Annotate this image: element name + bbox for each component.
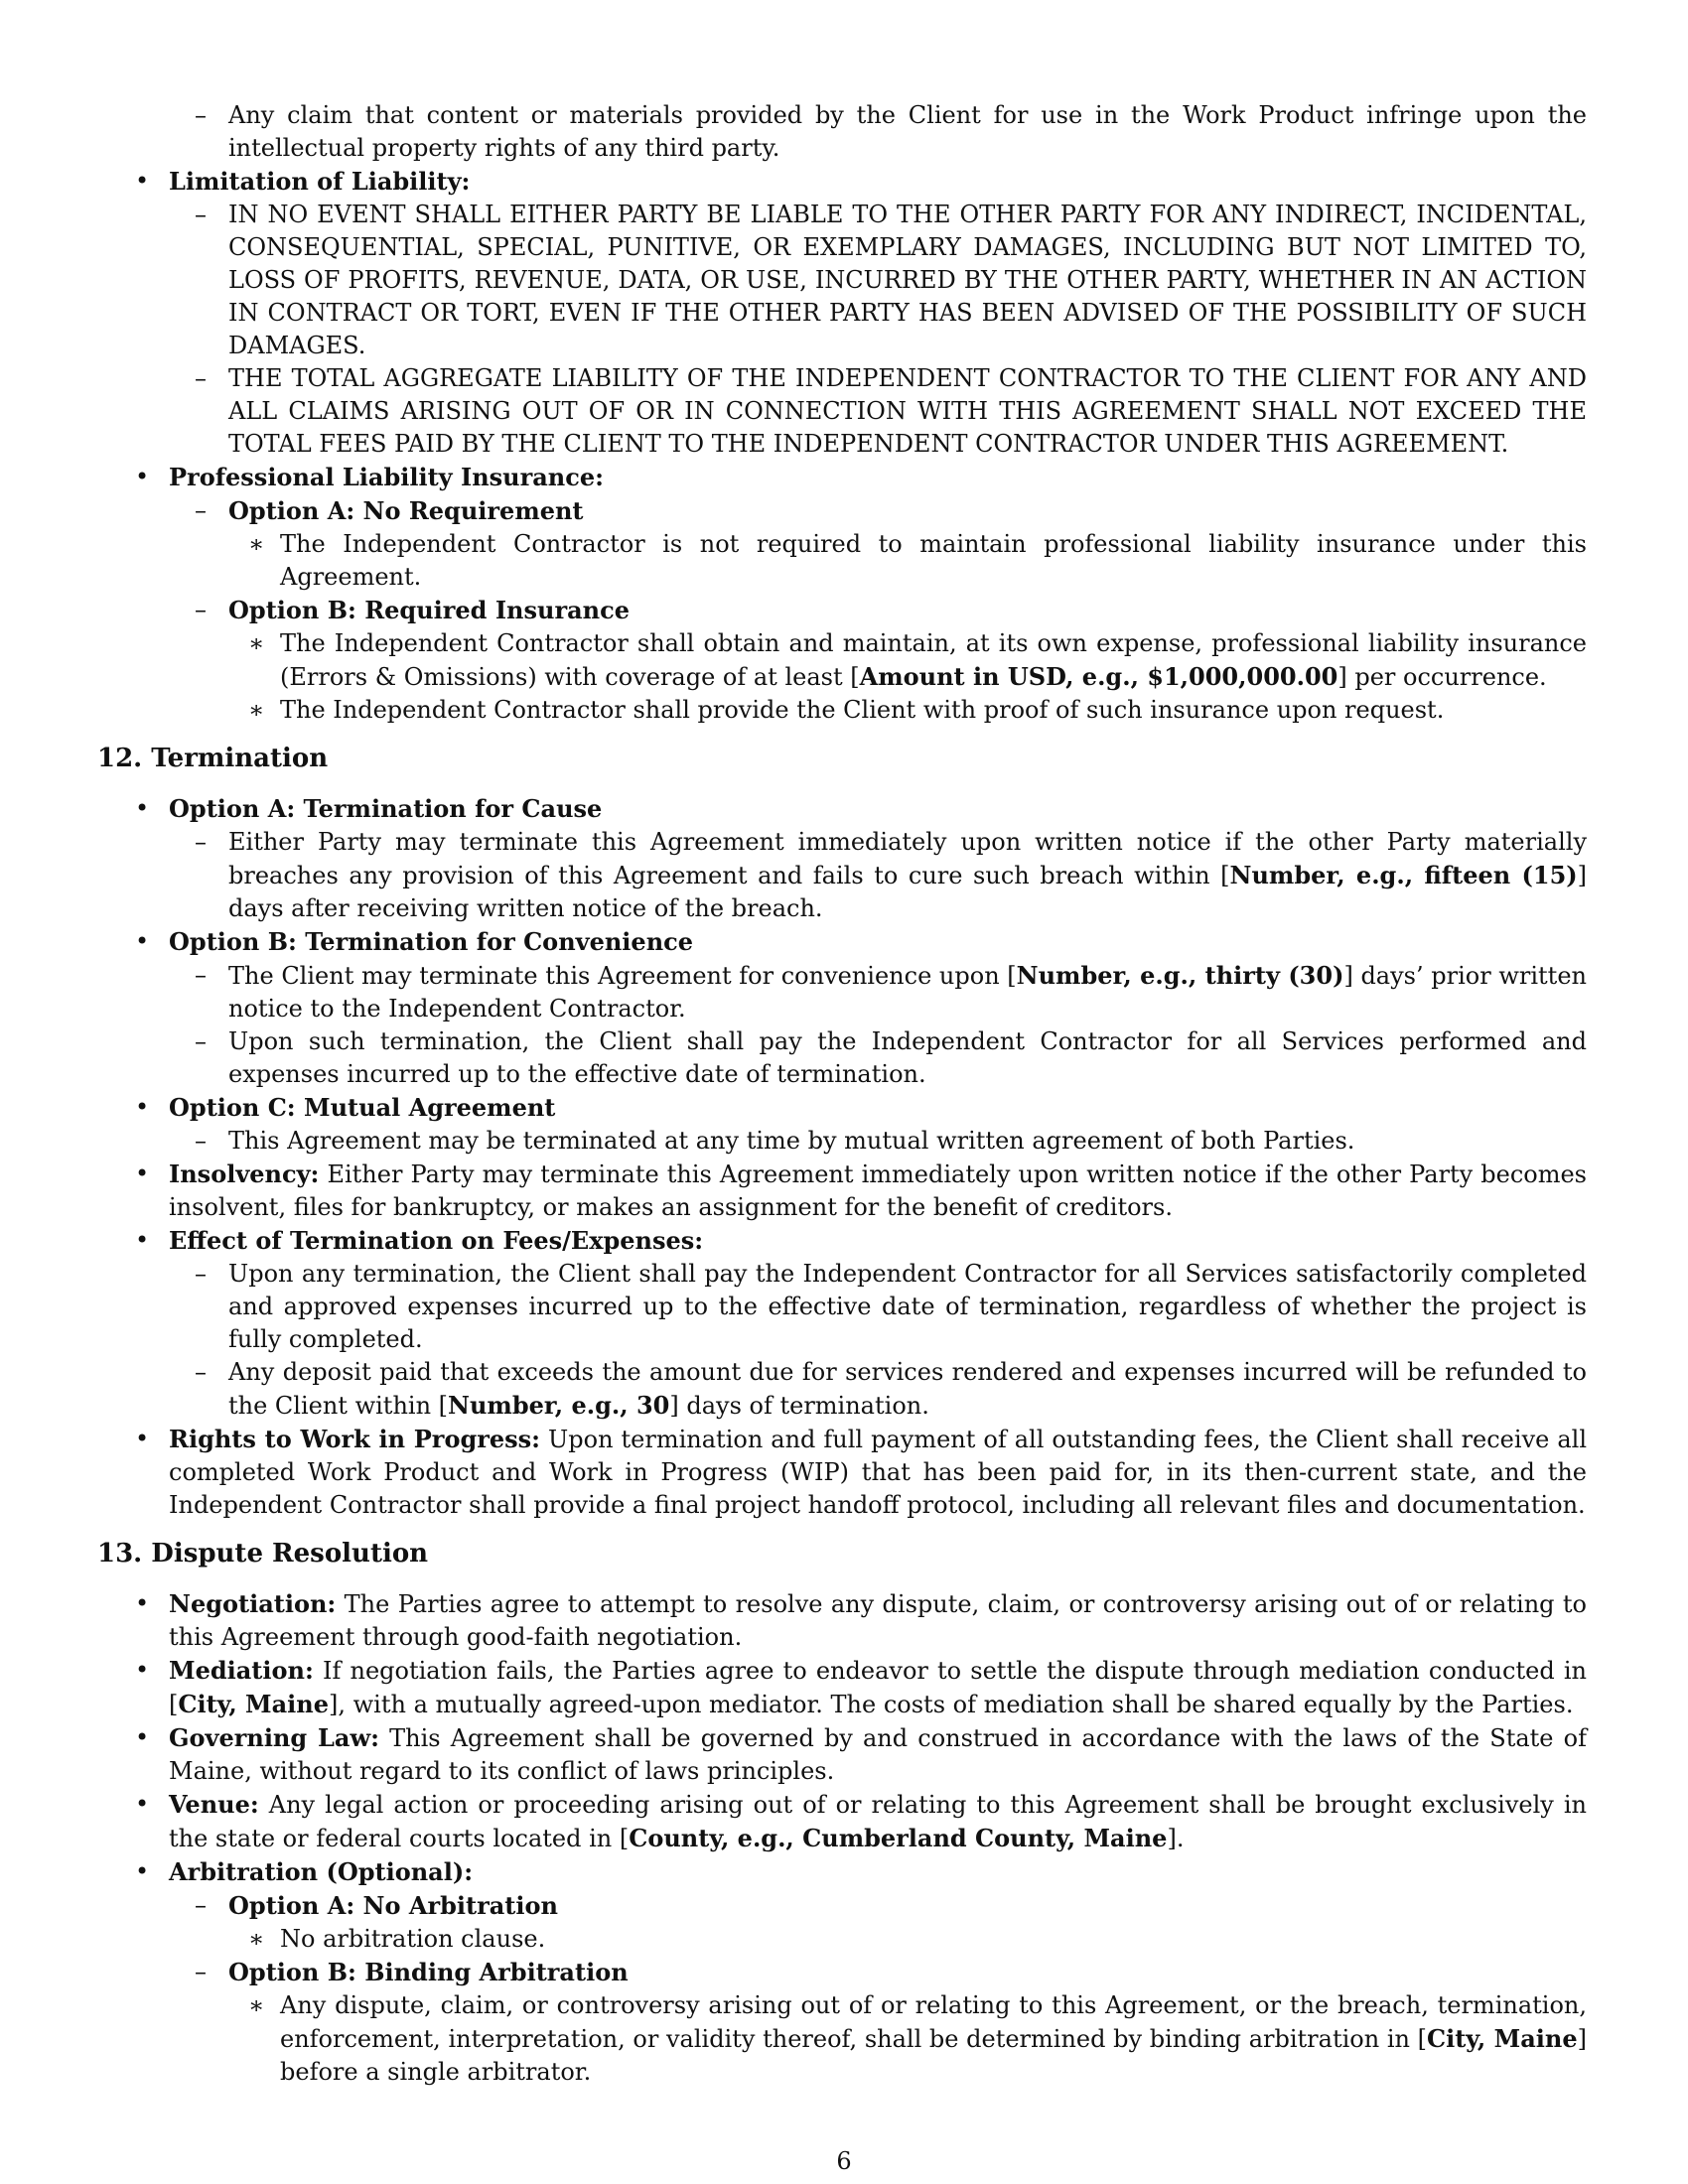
list-item	[97, 594, 1587, 627]
item-text: Any dispute, claim, or controversy arising out of or relating to this Agreement, or the breach, termination, enforcement, interpretation, or validity thereof, shall be determined by binding arbitration in [	[280, 1991, 1587, 2053]
placeholder-field: Number, e.g., fifteen (15)	[1229, 861, 1578, 889]
bullet-icon: •	[135, 463, 150, 490]
placeholder-field: Number, e.g., thirty (30)	[1016, 961, 1344, 990]
item-label: Rights to Work in Progress:	[169, 1425, 541, 1453]
bullet-icon: •	[135, 1589, 150, 1617]
section-heading: 12. Termination	[97, 744, 329, 773]
bullet-icon: •	[135, 927, 150, 955]
placeholder-field: Number, e.g., 30	[448, 1391, 670, 1420]
item-text: Any legal action or proceeding arising out of or relating to this Agreement shall be brought exclusively in the state or federal courts located in [	[169, 1791, 1587, 1852]
bullet-icon: •	[135, 1723, 150, 1751]
item-text: This Agreement shall be governed by and construed in accordance with the laws of the State of Maine, without regard to its conflict of laws principles.	[169, 1724, 1587, 1785]
bullet-icon: •	[135, 1425, 150, 1452]
list-item	[97, 959, 1587, 1025]
item-label: Insolvency:	[169, 1160, 320, 1188]
item-text: Any claim that content or materials provided by the Client for use in the Work Product infringe upon the intellectual property rights of any third party.	[228, 101, 1587, 162]
placeholder-field: City, Maine	[178, 1690, 329, 1718]
item-text: If negotiation fails, the Parties agree to endeavor to settle the dispute through mediation conducted in [	[169, 1657, 1587, 1718]
list-item	[97, 494, 1587, 528]
dash-icon: –	[195, 828, 207, 856]
item-label: Limitation of Liability:	[169, 167, 471, 196]
item-label: Negotiation:	[169, 1589, 337, 1618]
item-text: Upon any termination, the Client shall pay the Independent Contractor for all Services satisfactorily completed and approved expenses incurred up to the effective date of termination, regardless of whether the project is fully completed.	[228, 1260, 1587, 1353]
item-label: Mediation:	[169, 1656, 314, 1685]
item-text: Any deposit paid that exceeds the amount due for services rendered and expenses incurred will be refunded to the Client within [	[228, 1358, 1587, 1420]
bullet-icon: •	[135, 794, 150, 822]
asterisk-icon: ∗	[248, 1991, 265, 2019]
dash-icon: –	[195, 596, 207, 623]
dash-icon: –	[195, 1027, 207, 1055]
item-text: The Client may terminate this Agreement for convenience upon [	[228, 962, 1017, 990]
list-item	[97, 627, 1587, 694]
list-item	[97, 1654, 1587, 1721]
item-text: Upon termination and full payment of all outstanding fees, the Client shall receive all completed Work Product and Work in Progress (WIP) that has been paid for, in its then-current state, and the Independent Contractor shall provide a final project handoff protocol, including all relevant files and documentation.	[169, 1426, 1587, 1519]
item-label: Option B: Required Insurance	[228, 596, 630, 624]
item-text-tail: ] per occurrence.	[1337, 663, 1547, 691]
dash-icon: –	[195, 101, 207, 129]
list-item	[97, 1125, 1587, 1158]
item-label: Option A: No Requirement	[228, 496, 584, 525]
list-item	[97, 1923, 1587, 1956]
item-label: Effect of Termination on Fees/Expenses:	[169, 1226, 704, 1255]
bullet-icon: •	[135, 1656, 150, 1684]
dash-icon: –	[195, 1958, 207, 1985]
placeholder-field: Amount in USD, e.g., $1,000,000.00	[859, 662, 1338, 691]
asterisk-icon: ∗	[248, 530, 265, 558]
dash-icon: –	[195, 496, 207, 524]
dash-icon: –	[195, 1127, 207, 1155]
bullet-icon: •	[135, 167, 150, 195]
item-label: Governing Law:	[169, 1723, 379, 1752]
list-item	[97, 1356, 1587, 1423]
item-text-tail: ], with a mutually agreed-upon mediator. The costs of mediation shall be shared equally by the Parties.	[329, 1691, 1574, 1718]
item-label: Arbitration (Optional):	[169, 1857, 474, 1886]
list-item	[97, 528, 1587, 594]
list-item	[97, 1587, 1587, 1654]
bullet-icon: •	[135, 1226, 150, 1254]
item-text: Upon such termination, the Client shall pay the Independent Contractor for all Services performed and expenses incurred up to the effective date of termination.	[228, 1027, 1587, 1088]
item-text: THE TOTAL AGGREGATE LIABILITY OF THE INDEPENDENT CONTRACTOR TO THE CLIENT FOR ANY AND ALL CLAIMS ARISING OUT OF OR IN CONNECTION WITH THIS AGREEMENT SHALL NOT EXCEED THE TOTAL FEES PAID BY THE CLIENT TO THE INDEPENDENT CONTRACTOR UNDER THIS AGREEMENT.	[228, 364, 1587, 458]
list-item	[97, 1224, 1587, 1258]
item-text-tail: ] days after receiving written notice of the breach.	[228, 862, 1587, 922]
item-label: Professional Liability Insurance:	[169, 463, 604, 491]
item-label: Option A: No Arbitration	[228, 1891, 558, 1920]
item-text: Either Party may terminate this Agreement immediately upon written notice if the other Party materially breaches any provision of this Agreement and fails to cure such breach within [	[228, 828, 1587, 889]
list-item	[97, 461, 1587, 494]
list-item	[97, 1025, 1587, 1091]
document-body	[97, 99, 1587, 2089]
list-item	[97, 1989, 1587, 2089]
list-item	[97, 1788, 1587, 1855]
list-item	[97, 1258, 1587, 1356]
item-text-tail: ].	[1167, 1825, 1185, 1852]
item-text-tail: ] days of termination.	[669, 1392, 929, 1420]
dash-icon: –	[195, 201, 207, 228]
section-heading: 13. Dispute Resolution	[97, 1539, 429, 1569]
item-text: The Independent Contractor shall provide the Client with proof of such insurance upon request.	[280, 696, 1445, 724]
list-item	[97, 792, 1587, 826]
item-label: Option B: Termination for Convenience	[169, 927, 694, 956]
item-label: Option C: Mutual Agreement	[169, 1093, 556, 1122]
list-item	[97, 1158, 1587, 1224]
asterisk-icon: ∗	[248, 629, 265, 657]
bullet-icon: •	[135, 1790, 150, 1818]
list-item	[97, 1091, 1587, 1125]
item-label: Option A: Termination for Cause	[169, 794, 603, 823]
placeholder-field: City, Maine	[1426, 2024, 1578, 2053]
item-label: Option B: Binding Arbitration	[228, 1958, 629, 1986]
item-text: No arbitration clause.	[280, 1925, 546, 1953]
item-text: IN NO EVENT SHALL EITHER PARTY BE LIABLE TO THE OTHER PARTY FOR ANY INDIRECT, INCIDENTAL, CONSEQUENTIAL, SPECIAL, PUNITIVE, OR EXEMPLARY DAMAGES, INCLUDING BUT NOT LIMITED TO, LOSS OF PROFITS, REVENUE, DATA, OR USE, INCURRED BY THE OTHER PARTY, WHETHER IN AN ACTION IN CONTRACT OR TORT, EVEN IF THE OTHER PARTY HAS BEEN ADVISED OF THE POSSIBILITY OF SUCH DAMAGES.	[228, 201, 1587, 359]
item-text-tail: ] days’ prior written notice to the Independent Contractor.	[228, 962, 1587, 1023]
bullet-icon: •	[135, 1857, 150, 1885]
item-text-tail: ] before a single arbitrator.	[280, 2025, 1587, 2086]
placeholder-field: County, e.g., Cumberland County, Maine	[629, 1824, 1168, 1852]
list-item	[97, 826, 1587, 925]
list-item	[97, 1956, 1587, 1989]
list-item	[97, 1855, 1587, 1889]
item-text: The Parties agree to attempt to resolve any dispute, claim, or controversy arising out of or relating to this Agreement through good-faith negotiation.	[169, 1590, 1587, 1651]
bullet-icon: •	[135, 1160, 150, 1187]
dash-icon: –	[195, 1891, 207, 1919]
list-item	[97, 99, 1587, 165]
asterisk-icon: ∗	[248, 1925, 265, 1953]
item-text: The Independent Contractor is not required to maintain professional liability insurance under this Agreement.	[280, 530, 1587, 591]
dash-icon: –	[195, 1260, 207, 1288]
bullet-icon: •	[135, 1093, 150, 1121]
asterisk-icon: ∗	[248, 696, 265, 724]
page-number: 6	[836, 2147, 852, 2175]
list-item	[97, 199, 1587, 362]
list-item	[97, 925, 1587, 959]
item-text: This Agreement may be terminated at any time by mutual written agreement of both Parties.	[228, 1127, 1355, 1155]
item-text: The Independent Contractor shall obtain and maintain, at its own expense, professional liability insurance (Errors & Omissions) with coverage of at least [	[280, 629, 1587, 691]
list-item	[97, 1423, 1587, 1522]
list-item	[97, 1721, 1587, 1788]
dash-icon: –	[195, 364, 207, 392]
list-item	[97, 165, 1587, 199]
list-item	[97, 1889, 1587, 1923]
item-text: Either Party may terminate this Agreement immediately upon written notice if the other Party becomes insolvent, files for bankruptcy, or makes an assignment for the benefit of creditors.	[169, 1160, 1587, 1221]
dash-icon: –	[195, 1358, 207, 1386]
dash-icon: –	[195, 961, 207, 989]
list-item	[97, 694, 1587, 727]
list-item	[97, 362, 1587, 461]
item-label: Venue:	[169, 1790, 259, 1819]
